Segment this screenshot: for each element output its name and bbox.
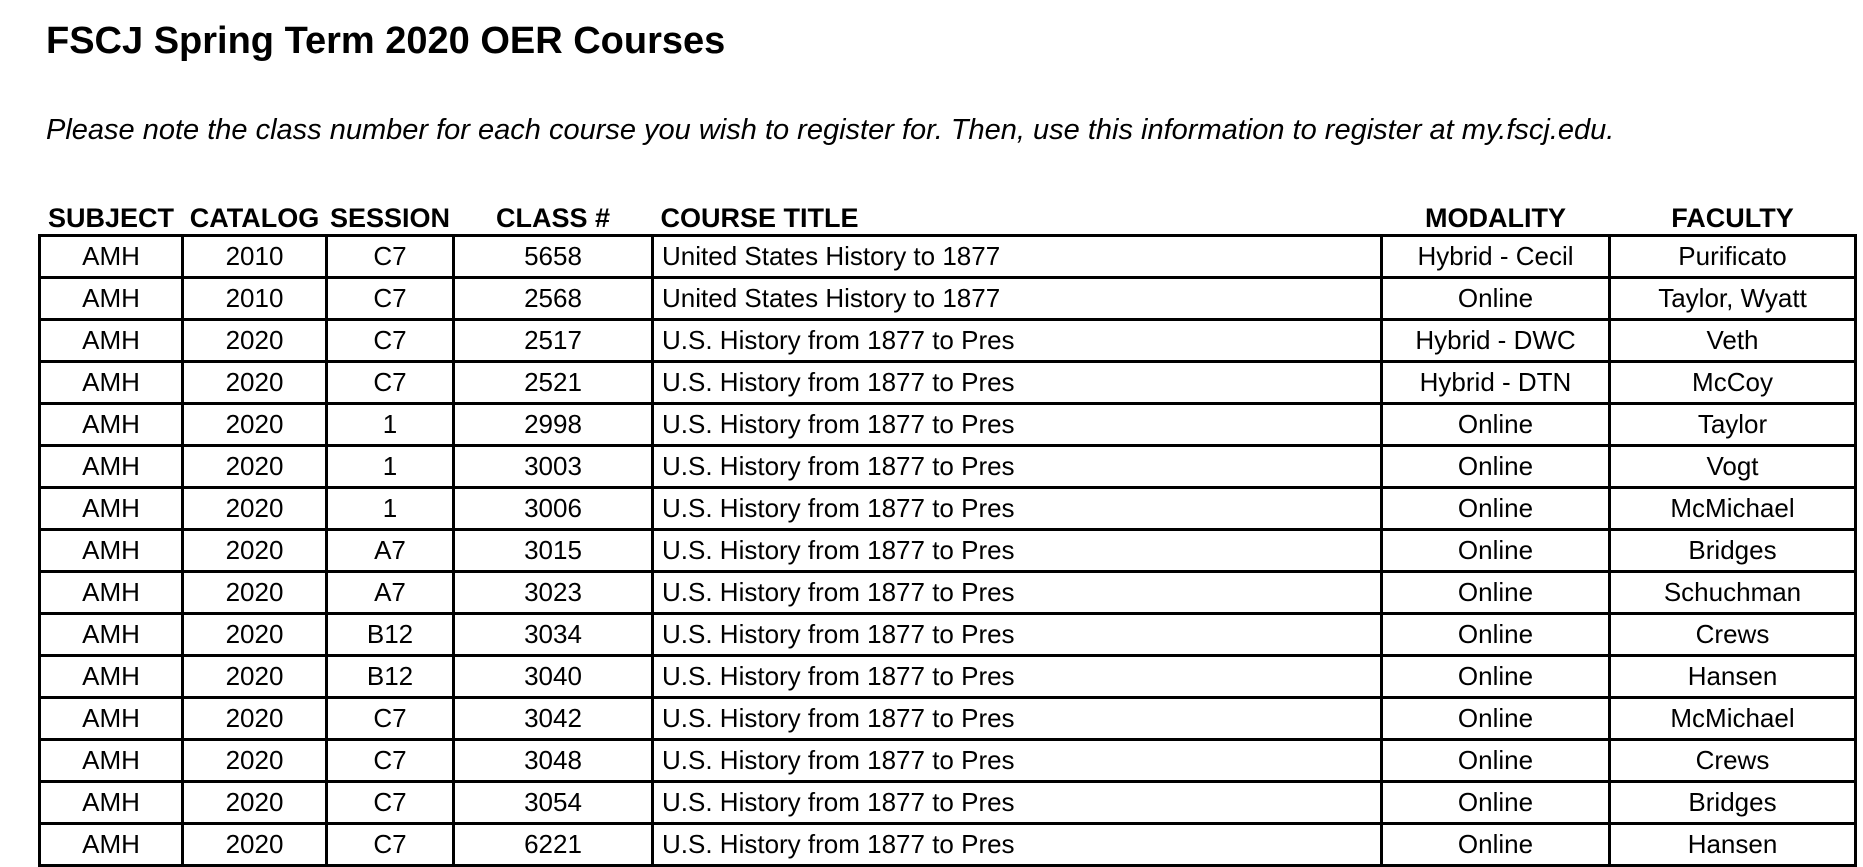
column-header-catalog: CATALOG (189, 203, 320, 233)
course-title-cell: United States History to 1877 (653, 278, 1382, 320)
catalog-cell: 2020 (183, 614, 327, 656)
table-row (40, 782, 1856, 824)
registration-instructions: Please note the class number for each course you wish to register for. Then, use this information to register at my.fscj.edu. (46, 114, 1615, 146)
catalog-cell: 2020 (183, 824, 327, 866)
table-row (40, 404, 1856, 446)
course-title-cell: U.S. History from 1877 to Pres (653, 404, 1382, 446)
column-header-modality: MODALITY (1425, 203, 1566, 233)
modality-cell: Hybrid - DTN (1382, 362, 1610, 404)
catalog-cell: 2020 (183, 530, 327, 572)
catalog-cell: 2020 (183, 740, 327, 782)
faculty-cell: Taylor (1610, 404, 1856, 446)
subject-cell: AMH (40, 698, 183, 740)
catalog-cell: 2020 (183, 488, 327, 530)
column-header-subject: SUBJECT (47, 203, 175, 233)
course-title-cell: U.S. History from 1877 to Pres (653, 446, 1382, 488)
table-row (40, 362, 1856, 404)
course-title-cell: U.S. History from 1877 to Pres (653, 656, 1382, 698)
course-title-cell: U.S. History from 1877 to Pres (653, 488, 1382, 530)
faculty-cell: Bridges (1610, 782, 1856, 824)
modality-cell: Online (1382, 488, 1610, 530)
page-title: FSCJ Spring Term 2020 OER Courses (46, 20, 726, 62)
class-number-cell: 3040 (454, 656, 653, 698)
session-cell: A7 (327, 530, 454, 572)
subject-cell: AMH (40, 530, 183, 572)
session-cell: C7 (327, 362, 454, 404)
subject-cell: AMH (40, 278, 183, 320)
course-title-cell: U.S. History from 1877 to Pres (653, 614, 1382, 656)
table-row (40, 320, 1856, 362)
modality-cell: Online (1382, 656, 1610, 698)
class-number-cell: 5658 (454, 236, 653, 278)
faculty-cell: Veth (1610, 320, 1856, 362)
subject-cell: AMH (40, 656, 183, 698)
faculty-cell: Hansen (1610, 824, 1856, 866)
modality-cell: Online (1382, 698, 1610, 740)
table-body (40, 236, 1856, 866)
subject-cell: AMH (40, 236, 183, 278)
course-table (38, 196, 1857, 867)
faculty-cell: Crews (1610, 614, 1856, 656)
catalog-cell: 2020 (183, 656, 327, 698)
subject-cell: AMH (40, 614, 183, 656)
faculty-cell: Schuchman (1610, 572, 1856, 614)
course-title-cell: U.S. History from 1877 to Pres (653, 572, 1382, 614)
faculty-cell: McCoy (1610, 362, 1856, 404)
session-cell: C7 (327, 320, 454, 362)
class-number-cell: 3003 (454, 446, 653, 488)
class-number-cell: 2521 (454, 362, 653, 404)
table-row (40, 740, 1856, 782)
table-row (40, 614, 1856, 656)
session-cell: 1 (327, 488, 454, 530)
subject-cell: AMH (40, 362, 183, 404)
course-title-cell: U.S. History from 1877 to Pres (653, 782, 1382, 824)
subject-cell: AMH (40, 446, 183, 488)
catalog-cell: 2010 (183, 236, 327, 278)
subject-cell: AMH (40, 488, 183, 530)
session-cell: B12 (327, 614, 454, 656)
session-cell: A7 (327, 572, 454, 614)
column-header-class-number: CLASS # (495, 203, 611, 233)
catalog-cell: 2020 (183, 572, 327, 614)
table-row (40, 572, 1856, 614)
session-cell: C7 (327, 278, 454, 320)
session-cell: C7 (327, 824, 454, 866)
faculty-cell: McMichael (1610, 488, 1856, 530)
course-title-cell: U.S. History from 1877 to Pres (653, 320, 1382, 362)
catalog-cell: 2020 (183, 782, 327, 824)
modality-cell: Online (1382, 446, 1610, 488)
faculty-cell: Taylor, Wyatt (1610, 278, 1856, 320)
session-cell: 1 (327, 446, 454, 488)
table-row (40, 656, 1856, 698)
class-number-cell: 2998 (454, 404, 653, 446)
course-title-cell: U.S. History from 1877 to Pres (653, 698, 1382, 740)
class-number-cell: 3048 (454, 740, 653, 782)
table-row (40, 530, 1856, 572)
catalog-cell: 2020 (183, 404, 327, 446)
modality-cell: Online (1382, 614, 1610, 656)
table-row (40, 698, 1856, 740)
class-number-cell: 3015 (454, 530, 653, 572)
column-header-session: SESSION (329, 203, 451, 233)
subject-cell: AMH (40, 320, 183, 362)
class-number-cell: 3034 (454, 614, 653, 656)
modality-cell: Online (1382, 404, 1610, 446)
session-cell: C7 (327, 236, 454, 278)
table-header (40, 196, 1856, 236)
header-row (40, 196, 1856, 236)
faculty-cell: McMichael (1610, 698, 1856, 740)
catalog-cell: 2020 (183, 362, 327, 404)
modality-cell: Online (1382, 824, 1610, 866)
modality-cell: Online (1382, 782, 1610, 824)
course-title-cell: United States History to 1877 (653, 236, 1382, 278)
faculty-cell: Purificato (1610, 236, 1856, 278)
course-title-cell: U.S. History from 1877 to Pres (653, 530, 1382, 572)
catalog-cell: 2020 (183, 698, 327, 740)
modality-cell: Online (1382, 740, 1610, 782)
faculty-cell: Hansen (1610, 656, 1856, 698)
class-number-cell: 3054 (454, 782, 653, 824)
column-header-faculty: FACULTY (1671, 203, 1794, 233)
course-title-cell: U.S. History from 1877 to Pres (653, 824, 1382, 866)
table-row (40, 236, 1856, 278)
catalog-cell: 2020 (183, 446, 327, 488)
modality-cell: Hybrid - Cecil (1382, 236, 1610, 278)
table-row (40, 488, 1856, 530)
session-cell: C7 (327, 782, 454, 824)
modality-cell: Online (1382, 530, 1610, 572)
modality-cell: Online (1382, 572, 1610, 614)
catalog-cell: 2020 (183, 320, 327, 362)
class-number-cell: 2568 (454, 278, 653, 320)
class-number-cell: 6221 (454, 824, 653, 866)
session-cell: C7 (327, 740, 454, 782)
faculty-cell: Vogt (1610, 446, 1856, 488)
class-number-cell: 3006 (454, 488, 653, 530)
table-row (40, 278, 1856, 320)
table-row (40, 824, 1856, 866)
class-number-cell: 3023 (454, 572, 653, 614)
session-cell: 1 (327, 404, 454, 446)
modality-cell: Online (1382, 278, 1610, 320)
faculty-cell: Crews (1610, 740, 1856, 782)
session-cell: B12 (327, 656, 454, 698)
modality-cell: Hybrid - DWC (1382, 320, 1610, 362)
catalog-cell: 2010 (183, 278, 327, 320)
class-number-cell: 3042 (454, 698, 653, 740)
table-row (40, 446, 1856, 488)
course-title-cell: U.S. History from 1877 to Pres (653, 740, 1382, 782)
subject-cell: AMH (40, 824, 183, 866)
subject-cell: AMH (40, 782, 183, 824)
subject-cell: AMH (40, 404, 183, 446)
subject-cell: AMH (40, 740, 183, 782)
subject-cell: AMH (40, 572, 183, 614)
session-cell: C7 (327, 698, 454, 740)
class-number-cell: 2517 (454, 320, 653, 362)
column-header-course-title: COURSE TITLE (660, 203, 859, 233)
course-title-cell: U.S. History from 1877 to Pres (653, 362, 1382, 404)
faculty-cell: Bridges (1610, 530, 1856, 572)
